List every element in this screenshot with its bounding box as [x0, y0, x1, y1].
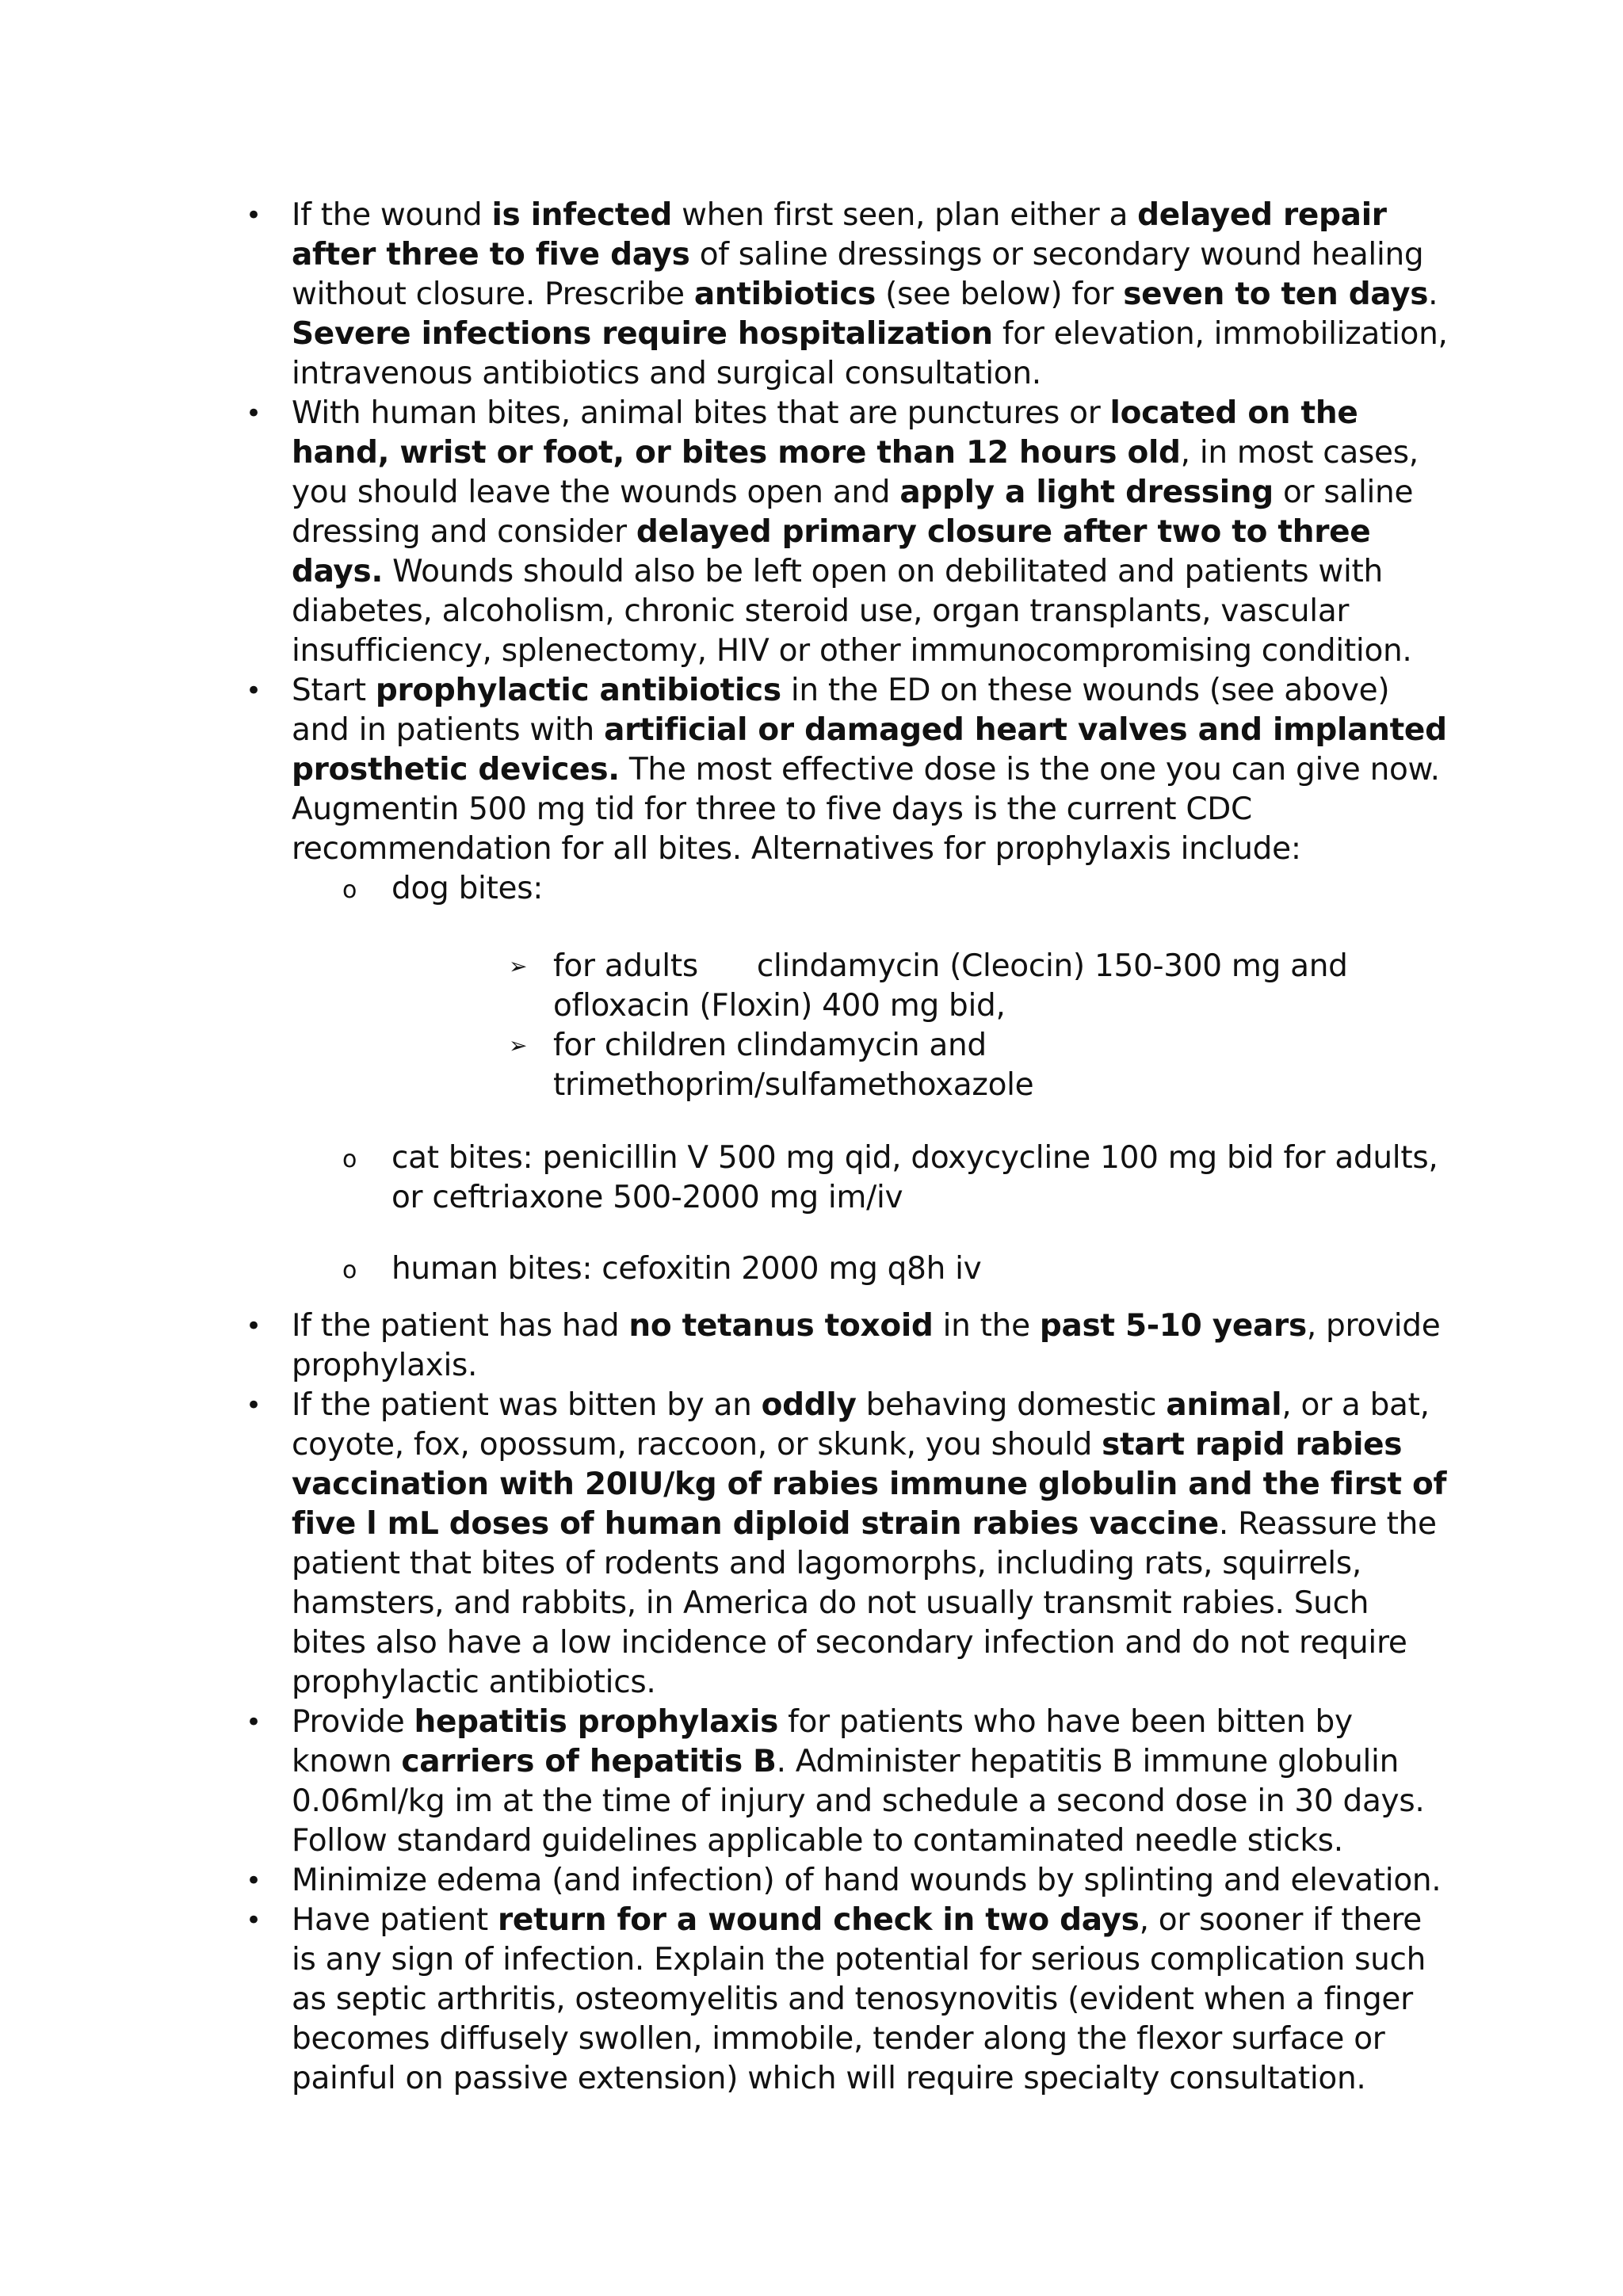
text-run: when first seen, plan either a — [672, 197, 1138, 233]
document-page — [246, 196, 1450, 2099]
bold-text: artificial or damaged heart valves and implanted prosthetic devices. — [292, 712, 1447, 788]
sub-item-dog-bites — [292, 869, 1450, 1105]
text-run: (see below) for — [876, 277, 1124, 312]
dog-adults-label: for adults — [553, 948, 698, 984]
bold-text: delayed repair after three to five days — [292, 197, 1387, 273]
text-run: or saline dressing and consider — [292, 475, 1414, 550]
bold-text: start rapid rabies vaccination with 20IU/kg of rabies immune globulin and the first of five l mL doses of human diploid strain rabies vaccine — [292, 1427, 1447, 1542]
text-run: Provide — [292, 1704, 414, 1740]
bold-text: delayed primary closure after two to three days. — [292, 514, 1371, 589]
text-run: If the wound — [292, 197, 492, 233]
text-run: Have patient — [292, 1902, 498, 1938]
bold-text: located on the hand, wrist or foot, or bites more than 12 hours old — [292, 395, 1358, 471]
text-run: Minimize edema (and infection) of hand wounds by splinting and elevation. — [292, 1863, 1442, 1898]
text-run: , in most cases, you should leave the wounds open and — [292, 435, 1419, 510]
bullet-wound-check — [246, 1901, 1450, 2099]
dog-bites-adults — [391, 947, 1450, 1026]
bold-text: no tetanus toxoid — [628, 1308, 934, 1344]
text-run: . Reassure the patient that bites of rodents and lagomorphs, including rats, squirrels, hamsters, and rabbits, in America do not usually transmit rabies. Such bites also have a low incidence of secondary infection and do not require prophylactic antibiotics. — [292, 1506, 1437, 1700]
sub-item-human-bites: o human bites: cefoxitin 2000 mg q8h iv — [292, 1249, 1450, 1289]
bullet-infected-wound — [246, 196, 1450, 394]
bold-text: apply a light dressing — [899, 475, 1274, 510]
dog-bites-list — [391, 947, 1450, 1105]
prophylactic-antibiotics-text — [292, 673, 1447, 867]
dog-bites-label: dog bites: — [391, 871, 544, 906]
bullet-hepatitis — [246, 1703, 1450, 1861]
text-run: . — [1428, 277, 1438, 312]
bold-text: oddly — [761, 1387, 857, 1423]
prophylaxis-alternatives-list — [292, 869, 1450, 1289]
text-run: for patients who have been bitten by known — [292, 1704, 1353, 1779]
text-run: . Administer hepatitis B immune globulin 0.06ml/kg im at the time of injury and schedule a second dose in 30 days. Follow standard guidelines applicable to contaminated needle sticks. — [292, 1744, 1425, 1859]
text-run: If the patient was bitten by an — [292, 1387, 762, 1423]
text-run: in the — [933, 1308, 1040, 1344]
bullet-rabies — [246, 1386, 1450, 1703]
bold-text: past 5-10 years — [1039, 1308, 1307, 1344]
main-bullet-list — [246, 196, 1450, 2099]
bold-text: antibiotics — [693, 277, 876, 312]
text-run: behaving domestic — [856, 1387, 1167, 1423]
bullet-edema — [246, 1861, 1450, 1901]
text-run: for elevation, immobilization, intravenous antibiotics and surgical consultation. — [292, 316, 1448, 391]
text-run: in the ED on these wounds (see above) and in patients with — [292, 673, 1390, 748]
bold-text: is infected — [491, 197, 673, 233]
bold-text: animal — [1166, 1387, 1282, 1423]
text-run: , provide prophylaxis. — [292, 1308, 1441, 1383]
text-run: With human bites, animal bites that are punctures or — [292, 395, 1110, 431]
text-run: If the patient has had — [292, 1308, 629, 1344]
text-run: Wounds should also be left open on debilitated and patients with diabetes, alcoholism, chronic steroid use, organ transplants, vascular insufficiency, splenectomy, HIV or other immunocompromising condition. — [292, 554, 1412, 669]
bold-text: Severe infections require hospitalization — [292, 316, 993, 352]
bold-text: prophylactic antibiotics — [375, 673, 781, 708]
bold-text: seven to ten days — [1123, 277, 1429, 312]
text-run: Start — [292, 673, 376, 708]
bold-text: carriers of hepatitis B — [401, 1744, 777, 1779]
bold-text: hepatitis prophylaxis — [414, 1704, 778, 1740]
text-run: of saline dressings or secondary wound healing without closure. Prescribe — [292, 237, 1424, 312]
bullet-prophylactic-antibiotics — [246, 671, 1450, 1289]
text-run: , or a bat, coyote, fox, opossum, raccoon, or skunk, you should — [292, 1387, 1430, 1463]
sub-item-cat-bites: o cat bites: penicillin V 500 mg qid, doxycycline 100 mg bid for adults, or ceftriaxone 500-2000 mg im/iv — [292, 1138, 1450, 1218]
dog-adults-text: clindamycin (Cleocin) 150-300 mg and ofloxacin (Floxin) 400 mg bid, — [553, 948, 1348, 1024]
text-run: The most effective dose is the one you can give now. Augmentin 500 mg tid for three to five days is the current CDC recommendation for all bites. Alternatives for prophylaxis include: — [292, 752, 1440, 867]
bold-text: return for a wound check in two days — [497, 1902, 1140, 1938]
bullet-tetanus — [246, 1306, 1450, 1386]
bullet-leave-wounds-open — [246, 394, 1450, 671]
dog-bites-children: ➢ for children clindamycin and trimethoprim/sulfamethoxazole — [391, 1026, 1450, 1105]
text-run: , or sooner if there is any sign of infection. Explain the potential for serious complication such as septic arthritis, osteomyelitis and tenosynovitis (evident when a finger becomes diffusely swollen, immobile, tender along the flexor surface or painful on passive extension) which will require specialty consultation. — [292, 1902, 1426, 2096]
